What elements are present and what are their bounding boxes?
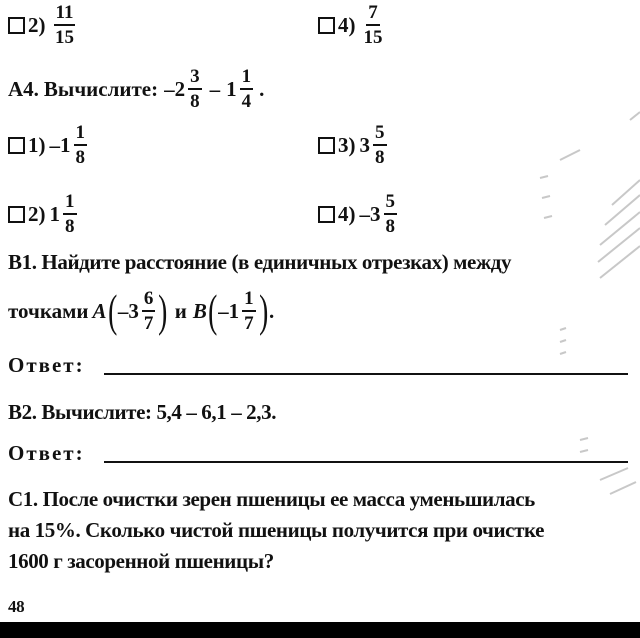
numerator: 6 [142, 289, 156, 312]
fraction [240, 67, 254, 111]
option-number: 4) [338, 201, 356, 226]
task-text: Найдите расстояние (в единичных отрезках) между [41, 250, 512, 274]
period: . [268, 298, 275, 323]
fraction [384, 192, 398, 236]
fraction [54, 3, 76, 47]
checkbox[interactable] [8, 17, 25, 34]
option-number: 1) [28, 132, 46, 157]
task-text: После очистки зерен пшеницы ее масса уменьшилась [42, 487, 535, 511]
operator: – [209, 76, 221, 101]
denominator: 4 [241, 91, 252, 112]
denominator: 8 [65, 216, 75, 237]
fraction [142, 289, 156, 333]
whole-part: –3 [117, 298, 139, 323]
checkbox[interactable] [318, 206, 335, 223]
checkbox[interactable] [8, 137, 25, 154]
period: . [259, 76, 265, 101]
whole-part: 1 [49, 201, 60, 226]
answer-input-line[interactable] [104, 461, 628, 463]
denominator: 15 [363, 27, 383, 48]
option-2-a4 [8, 192, 79, 236]
right-paren: ) [158, 285, 168, 336]
numerator: 11 [54, 3, 76, 26]
answer-label: Ответ: [8, 441, 85, 465]
denominator: 15 [54, 27, 74, 48]
task-c1-line2: на 15%. Сколько чистой пшеницы получится при очистке [8, 518, 545, 542]
left-paren: ( [107, 285, 117, 336]
denominator: 8 [375, 147, 385, 168]
option-number: 4) [338, 12, 356, 37]
task-b2 [8, 402, 276, 423]
option-2-row1 [8, 3, 77, 47]
task-b1-line1 [8, 252, 511, 273]
checkbox[interactable] [318, 137, 335, 154]
numerator: 1 [240, 67, 254, 90]
option-3-a4 [318, 123, 389, 167]
term1-whole: –2 [164, 76, 186, 101]
fraction [373, 123, 387, 167]
numerator: 3 [188, 67, 202, 90]
task-label: B1. [8, 250, 37, 274]
checkbox[interactable] [8, 206, 25, 223]
option-1-a4 [8, 123, 89, 167]
and-word: и [174, 298, 187, 323]
task-text: Вычислите: 5,4 – 6,1 – 2,3. [41, 400, 277, 424]
option-number: 2) [28, 12, 46, 37]
fraction [63, 192, 77, 236]
option-4-row1 [318, 3, 385, 47]
point-a-label: A [92, 298, 107, 323]
denominator: 8 [385, 216, 395, 237]
denominator: 7 [244, 313, 254, 334]
task-c1-line1 [8, 489, 535, 510]
text: точками [8, 298, 89, 323]
task-text: Вычислите: [43, 76, 159, 101]
point-b-label: B [192, 298, 207, 323]
option-4-a4 [318, 192, 399, 236]
right-paren: ) [258, 285, 268, 336]
numerator: 5 [384, 192, 398, 215]
denominator: 8 [190, 91, 200, 112]
option-number: 2) [28, 201, 46, 226]
whole-part: –3 [359, 201, 381, 226]
task-label: A4. [8, 76, 39, 101]
numerator: 1 [74, 123, 88, 146]
answer-input-line[interactable] [104, 373, 628, 375]
numerator: 7 [366, 3, 380, 26]
fraction [188, 67, 202, 111]
task-c1-line3: 1600 г засоренной пшеницы? [8, 549, 274, 573]
whole-part: 3 [359, 132, 370, 157]
option-number: 3) [338, 132, 356, 157]
numerator: 1 [242, 289, 256, 312]
term2-whole: 1 [226, 76, 237, 101]
task-a4 [8, 67, 264, 111]
fraction [364, 3, 383, 47]
page-number: 48 [8, 597, 25, 616]
denominator: 7 [143, 313, 154, 334]
answer-label: Ответ: [8, 353, 85, 377]
task-label: B2. [8, 400, 37, 424]
fraction [242, 289, 256, 333]
bottom-bar [0, 622, 640, 638]
checkbox[interactable] [318, 17, 335, 34]
numerator: 5 [373, 123, 387, 146]
whole-part: –1 [49, 132, 71, 157]
task-label: C1. [8, 487, 38, 511]
task-b1-line2 [8, 285, 275, 336]
whole-part: –1 [218, 298, 240, 323]
fraction [74, 123, 88, 167]
left-paren: ( [207, 285, 218, 336]
denominator: 8 [75, 147, 85, 168]
numerator: 1 [63, 192, 77, 215]
